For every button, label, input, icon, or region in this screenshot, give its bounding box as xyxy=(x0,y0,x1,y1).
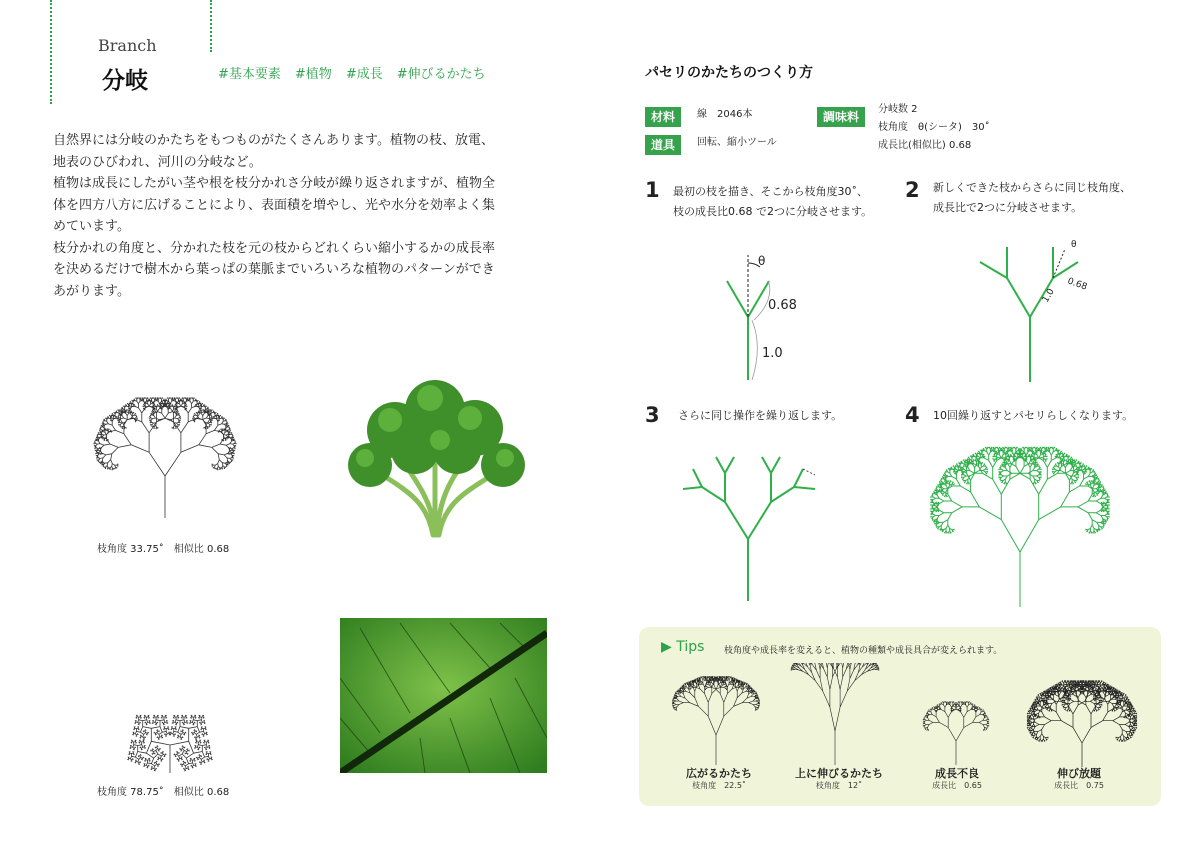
leaf-vein-image xyxy=(340,618,547,773)
base-label-2: 1.0 xyxy=(1040,287,1057,305)
step3-diagram xyxy=(675,445,825,605)
dotted-rule-right xyxy=(210,0,212,52)
step1-line: 最初の枝を描き、そこから枝角度30˚、 xyxy=(673,185,869,198)
tips-header xyxy=(661,639,704,655)
fractal-tree-78 xyxy=(55,615,285,775)
tip-sub: 枝角度 22.5˚ xyxy=(692,781,746,790)
tag: #伸びるかたち xyxy=(396,67,486,82)
tip-sub: 成長比 0.65 xyxy=(932,781,982,790)
intro-line: あがります。 xyxy=(53,283,130,299)
tree2-caption: 枝角度 78.75˚ 相似比 0.68 xyxy=(97,787,230,798)
ratio-label: 0.68 xyxy=(768,298,797,313)
seasoning-line: 分岐数 2 xyxy=(878,104,918,115)
tag: #植物 xyxy=(294,67,332,82)
step2-text xyxy=(933,178,1131,218)
page-title: 分岐 xyxy=(102,68,148,94)
intro-line: 枝分かれの角度と、分かれた枝を元の枝からどれくらい縮小するかの成長率 xyxy=(53,240,496,256)
tools-value: 回転、縮小ツール xyxy=(697,137,777,148)
tip-name: 上に伸びるかたち xyxy=(795,767,883,780)
tip-sub: 枝角度 12˚ xyxy=(815,781,863,790)
seasoning-badge: 調味料 xyxy=(817,107,865,127)
step3-number: 3 xyxy=(645,403,660,427)
tips-box xyxy=(639,627,1161,806)
tip-tree-spread xyxy=(656,667,776,767)
step4-text xyxy=(933,406,1133,426)
step4-line: 10回繰り返すとパセリらしくなります。 xyxy=(933,409,1134,422)
english-title: Branch xyxy=(98,36,157,55)
intro-line: を決めるだけで樹木から葉っぱの葉脈までいろいろな植物のパターンができ xyxy=(53,262,495,277)
seasoning-line: 成長比(相似比) 0.68 xyxy=(878,140,972,151)
tip-tree-upward xyxy=(775,663,895,767)
dotted-rule-left xyxy=(50,0,52,104)
base-label: 1.0 xyxy=(762,346,783,361)
step2-line: 新しくできた枝からさらに同じ枝角度、 xyxy=(933,181,1131,194)
fractal-tree-33 xyxy=(60,370,270,520)
step4-parsley-fractal xyxy=(912,435,1132,610)
intro-text xyxy=(53,130,553,302)
intro-line: めています。 xyxy=(53,219,130,234)
intro-line: 地表のひびわれ、河川の分岐など。 xyxy=(53,154,262,170)
theta-label: θ xyxy=(758,254,766,268)
intro-line: 自然界には分岐のかたちをもつものがたくさんあります。植物の枝、放電、 xyxy=(53,133,494,148)
tip-sub: 成長比 0.75 xyxy=(1054,781,1104,790)
step3-text xyxy=(678,406,842,426)
tip-tree-stunted xyxy=(901,679,1011,767)
tips-description: 枝角度や成長率を変えると、植物の種類や成長具合が変えられます。 xyxy=(724,646,1003,656)
step1-line: 枝の成長比0.68 で2つに分岐させます。 xyxy=(673,205,873,218)
tag: #成長 xyxy=(345,67,383,82)
materials-value: 線 2046本 xyxy=(697,109,753,120)
theta-label-2: θ xyxy=(1071,240,1077,250)
intro-line: 植物は成長にしたがい茎や根を枝分かれさ分岐が繰り返されますが、植物全 xyxy=(53,176,496,191)
tip-name: 成長不良 xyxy=(935,767,979,780)
materials-badge: 材料 xyxy=(645,107,681,127)
step2-line: 成長比で2つに分岐させます。 xyxy=(933,201,1083,214)
leaf-vein-photo xyxy=(340,618,547,773)
tools-badge: 道具 xyxy=(645,135,681,155)
step2-number: 2 xyxy=(905,178,920,202)
tag-list xyxy=(218,63,500,82)
tips-title: Tips xyxy=(676,639,705,655)
step1-number: 1 xyxy=(645,178,660,202)
tag: #基本要素 xyxy=(218,67,281,82)
step1-diagram xyxy=(700,245,840,385)
play-triangle-icon: ▶ xyxy=(661,639,672,655)
tip-tree-overgrown xyxy=(1017,673,1147,769)
step3-line: さらに同じ操作を繰り返します。 xyxy=(678,409,843,422)
step1-text xyxy=(673,182,872,222)
tree1-caption: 枝角度 33.75˚ 相似比 0.68 xyxy=(97,544,230,555)
seasoning-list xyxy=(878,101,990,155)
recipe-title: パセリのかたちのつくり方 xyxy=(645,65,813,81)
intro-line: 体を四方八方に広げることにより、表面積を増やし、光や水分を効率よく集 xyxy=(53,197,496,213)
seasoning-line: 枝角度 θ(シータ) 30˚ xyxy=(878,122,990,133)
tip-name: 広がるかたち xyxy=(686,767,752,780)
tip-name: 伸び放題 xyxy=(1057,767,1101,780)
ratio-label-2: 0.68 xyxy=(1065,276,1089,293)
parsley-photo xyxy=(335,370,535,538)
step2-diagram xyxy=(965,235,1105,385)
step4-number: 4 xyxy=(905,403,920,427)
